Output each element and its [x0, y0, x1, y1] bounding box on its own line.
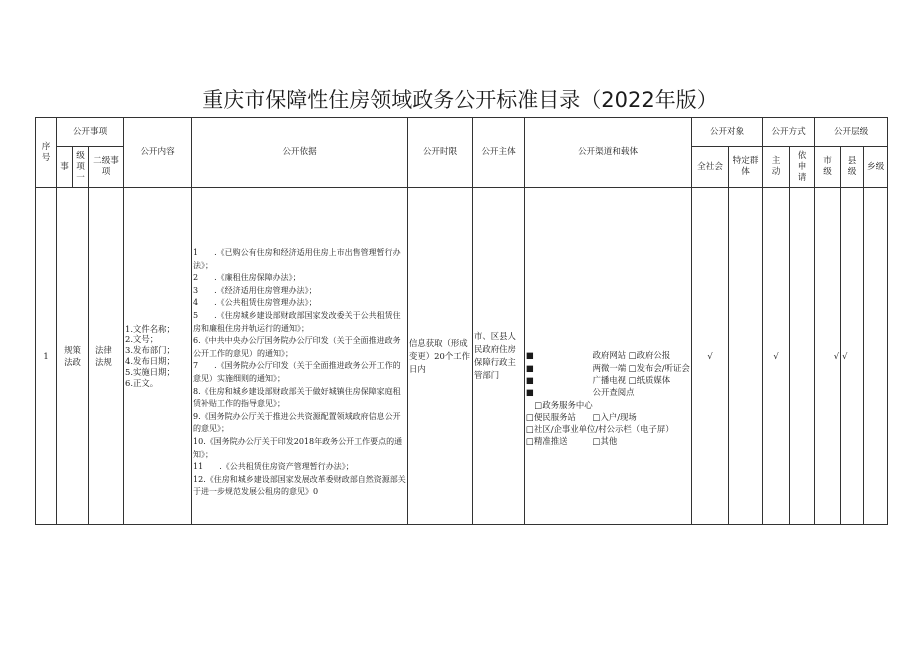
row-level1: 规策法政 — [57, 188, 89, 525]
channel-item: □社区/企事业单位/村公示栏（电子屏） — [526, 424, 674, 435]
channel-item: ■ 两微一端 □发布会/听证会 — [526, 362, 690, 373]
row-time: 信息获取（形成变更）20个工作日内 — [408, 188, 473, 525]
basis-item: 12.《住房和城乡建设部国家发展改革委财政部自然资源部关于进一步规范发展公租房的意见》0 — [193, 474, 406, 497]
row-level-city: √ — [815, 188, 841, 525]
header-target: 公开对象 — [692, 118, 763, 147]
header-method-active: 主动 — [763, 147, 790, 188]
header-content: 公开内容 — [124, 118, 192, 188]
row-subject: 市、区县人民政府住房保障行政主管部门 — [473, 188, 525, 525]
header-level-town: 乡级 — [864, 147, 888, 188]
channel-item: ■ 政府网站 □政府公报 — [526, 350, 671, 361]
header-matter: 公开事项 — [57, 118, 124, 147]
row-channel — [525, 188, 692, 525]
header-method-apply: 依申请 — [790, 147, 815, 188]
basis-item: 6.《中共中央办公厅国务院办公厅印发（关于全面推进政务公开工作的意见）的通知》； — [193, 336, 401, 358]
content-item: 3.发布部门； — [125, 345, 175, 356]
header-matter-level1b: 级项一 — [73, 147, 89, 188]
header-level: 公开层级 — [815, 118, 888, 147]
channel-item: ■ 广播电视 □纸质媒体 — [526, 374, 671, 385]
row-basis — [192, 188, 408, 525]
basis-item: 9.《国务院办公厅关于推进公共资源配置领域政府信息公开的意见》； — [193, 411, 401, 434]
row-seq: 1 — [36, 188, 57, 525]
row-target-all: √ — [692, 188, 729, 525]
row-level2: 法律法规 — [89, 188, 124, 525]
row-level-county: √ — [841, 188, 864, 525]
basis-item: 7 .《国务院办公厅印发（关于全面推进政务公开工作的意见）实施细则的通知》； — [193, 361, 401, 383]
basis-item: 11 .《公共租赁住房资产管理暂行办法》； — [193, 462, 354, 472]
channel-item: ■ 公开查阅点 — [526, 387, 635, 398]
header-method: 公开方式 — [763, 118, 815, 147]
header-matter-level1: 事 — [57, 147, 73, 188]
table-row — [36, 188, 888, 525]
content-item: 4.发布日期； — [125, 356, 175, 366]
row-method-active: √ — [763, 188, 790, 525]
basis-item: 8.《住房和城乡建设部财政部关于做好城镇住房保障家庭租赁补贴工作的指导意见》； — [193, 386, 401, 409]
content-item: 6.正文。 — [125, 377, 159, 388]
page-title: 重庆市保障性住房领域政务公开标准目录（2022年版） — [202, 88, 718, 112]
header-time: 公开时限 — [408, 118, 473, 188]
channel-item: □政务服务中心 — [526, 399, 593, 410]
basis-item: 5 .《住房城乡建设部财政部国家发改委关于公共租赁住房和廉租住房并轨运行的通知》； — [193, 311, 401, 333]
row-method-apply — [790, 188, 815, 525]
content-item: 5.实施日期； — [125, 366, 175, 377]
header-channel: 公开渠道和载体 — [525, 118, 692, 188]
row-content — [124, 188, 192, 525]
channel-item: □精准推送 □其他 — [526, 436, 618, 447]
content-item: 1.文件名称； — [125, 323, 175, 334]
header-target-specific: 特定群体 — [729, 147, 763, 188]
header-level-city: 市级 — [815, 147, 841, 188]
catalog-table — [35, 117, 888, 525]
header-level-county: 县级 — [841, 147, 864, 188]
basis-item: 2 .《廉租住房保障办法》； — [193, 273, 301, 283]
header-subject: 公开主体 — [473, 118, 525, 188]
basis-item: 10.《国务院办公厅关于印发2018年政务公开工作要点的通知》； — [193, 436, 403, 459]
header-basis: 公开依据 — [192, 118, 408, 188]
channel-item: □便民服务站 □入户/现场 — [526, 411, 637, 422]
row-target-specific — [729, 188, 763, 525]
content-item: 2.文号； — [125, 334, 159, 345]
header-target-all: 全社会 — [692, 147, 729, 188]
row-level-town — [864, 188, 888, 525]
basis-item: 4 .《公共租赁住房管理办法》； — [193, 298, 317, 308]
header-matter-level2: 二级事项 — [89, 147, 124, 188]
header-seq: 序号 — [36, 118, 57, 188]
basis-item: 3 .《经济适用住房管理办法》； — [193, 285, 317, 295]
basis-item: 1 .《已购公有住房和经济适用住房上市出售管理暂行办法》； — [193, 248, 401, 270]
